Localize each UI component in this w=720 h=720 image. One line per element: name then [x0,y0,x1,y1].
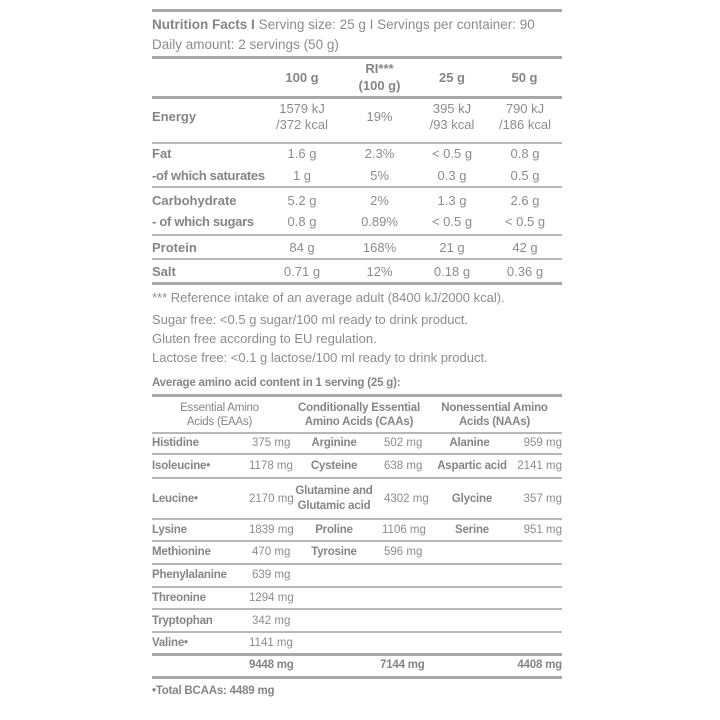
amino-value: 951 mg [523,524,562,536]
amino-header-caa: Conditionally Essential [298,402,420,414]
row-label: Carbohydrate [152,193,237,208]
cell: /372 kcal [275,117,329,132]
col-ri: RI*** [365,61,394,76]
cell: 5.2 g [287,193,317,208]
separator: I [369,17,374,32]
amino-value: 2141 mg [517,460,562,472]
amino-name: Arginine [311,437,357,449]
servings-per-container: Servings per container: 90 [377,17,535,32]
amino-name: Glutamine and [295,485,373,497]
amino-name: Tyrosine [311,546,357,558]
cell: 84 g [289,240,315,255]
divider [152,563,562,565]
amino-value: 4302 mg [384,493,429,505]
footnote-sugar-free: Sugar free: <0.5 g sugar/100 ml ready to drink product. [152,312,469,327]
cell: 0.18 g [433,264,471,279]
row-label: -of which saturates [152,168,265,183]
nutrition-facts-title: Nutrition Facts [152,17,248,32]
cell: 0.3 g [437,168,467,183]
amino-name: Threonine [152,592,206,604]
total-eaa: 9448 mg [249,659,294,671]
divider [152,282,562,285]
divider [152,56,562,59]
label-header-line [152,17,535,33]
row-label: Salt [152,264,176,279]
total-caa: 7144 mg [380,659,425,671]
cell: 1.3 g [437,193,467,208]
divider [152,586,562,588]
amino-name: Glutamic acid [297,500,371,512]
cell: < 0.5 g [431,146,473,161]
footnote-ri: *** Reference intake of an average adult (8400 kJ/2000 kcal). [152,290,505,305]
cell: 0.71 g [283,264,321,279]
cell: 0.8 g [510,146,540,161]
amino-value: 639 mg [252,569,291,581]
cell: 5% [370,168,389,183]
amino-title: Average amino acid content in 1 serving (25 g): [152,377,401,389]
divider [152,453,562,455]
row-label: - of which sugars [152,214,254,229]
cell: 42 g [512,240,538,255]
divider [152,234,562,236]
amino-value: 357 mg [523,493,562,505]
amino-value: 1178 mg [249,460,293,472]
cell: 0.5 g [510,168,540,183]
amino-header-eaa: Essential Amino [180,402,259,414]
amino-header-eaa-sub: Acids (EAAs) [186,416,253,428]
divider [152,258,562,260]
amino-value: 959 mg [523,437,562,449]
divider [152,653,562,656]
divider [152,608,562,610]
divider [152,142,562,144]
divider [152,9,562,12]
col-100g: 100 g [285,70,319,85]
amino-name: Isoleucine• [152,460,211,472]
amino-value: 638 mg [384,460,423,472]
amino-name: Serine [455,524,489,536]
divider [152,96,562,99]
amino-name: Histidine [152,437,199,449]
amino-name: Phenylalanine [152,569,227,581]
separator: I [251,17,255,32]
amino-value: 1294 mg [249,592,294,604]
amino-value: 342 mg [252,615,291,627]
divider [152,631,562,633]
amino-value: 1106 mg [382,524,426,536]
amino-value: 375 mg [252,437,291,449]
amino-name: Proline [315,524,353,536]
amino-header-naa: Nonessential Amino [441,402,548,414]
cell: 2% [370,193,389,208]
amino-value: 1839 mg [249,524,294,536]
divider [152,676,562,679]
cell: 0.89% [361,214,398,229]
cell: /93 kcal [429,117,475,132]
amino-name: Glycine [451,493,493,505]
cell: 0.36 g [506,264,544,279]
amino-name: Tryptophan [152,615,213,627]
amino-header-naa-sub: Acids (NAAs) [458,416,531,428]
col-ri-sub: (100 g) [358,78,401,93]
col-25g: 25 g [438,70,465,85]
total-naa: 4408 mg [517,659,562,671]
amino-value: 502 mg [384,437,423,449]
row-label: Fat [152,146,172,161]
amino-name: Cysteine [310,460,358,472]
divider [152,394,562,397]
footnote-lactose-free: Lactose free: <0.1 g lactose/100 ml ready to drink product. [152,350,488,365]
footnote-gluten-free: Gluten free according to EU regulation. [152,331,377,346]
row-label: Protein [152,240,197,255]
amino-name: Lysine [152,524,187,536]
cell: 2.3% [364,146,395,161]
serving-size: Serving size: 25 g [258,17,366,32]
bcaa-note: •Total BCAAs: 4489 mg [152,685,275,697]
amino-header-caa-sub: Amino Acids (CAAs) [304,416,414,428]
cell: 0.8 g [287,214,317,229]
divider [152,477,562,479]
cell: 168% [362,240,397,255]
cell: 395 kJ [432,101,472,116]
cell: 1 g [292,168,312,183]
amino-value: 470 mg [252,546,291,558]
amino-name: Aspartic acid [437,460,507,472]
cell: /186 kcal [498,117,552,132]
amino-name: Valine• [152,637,188,649]
cell: 21 g [439,240,465,255]
divider [152,432,562,434]
cell: < 0.5 g [504,214,546,229]
amino-name: Leucine• [152,493,198,505]
divider [152,540,562,542]
amino-name: Alanine [449,437,490,449]
cell: 12% [366,264,393,279]
divider [152,518,562,520]
divider [152,186,562,188]
cell: 1579 kJ [279,101,325,116]
cell: < 0.5 g [431,214,473,229]
amino-value: 1141 mg [249,637,293,649]
col-50g: 50 g [511,70,538,85]
amino-name: Methionine [152,546,211,558]
cell: 2.6 g [510,193,540,208]
amino-value: 596 mg [384,546,423,558]
cell: 1.6 g [287,146,317,161]
row-label: Energy [152,109,197,124]
amino-value: 2170 mg [249,493,294,505]
daily-amount: Daily amount: 2 servings (50 g) [152,37,339,52]
cell: 790 kJ [505,101,545,116]
cell: 19% [366,109,393,124]
